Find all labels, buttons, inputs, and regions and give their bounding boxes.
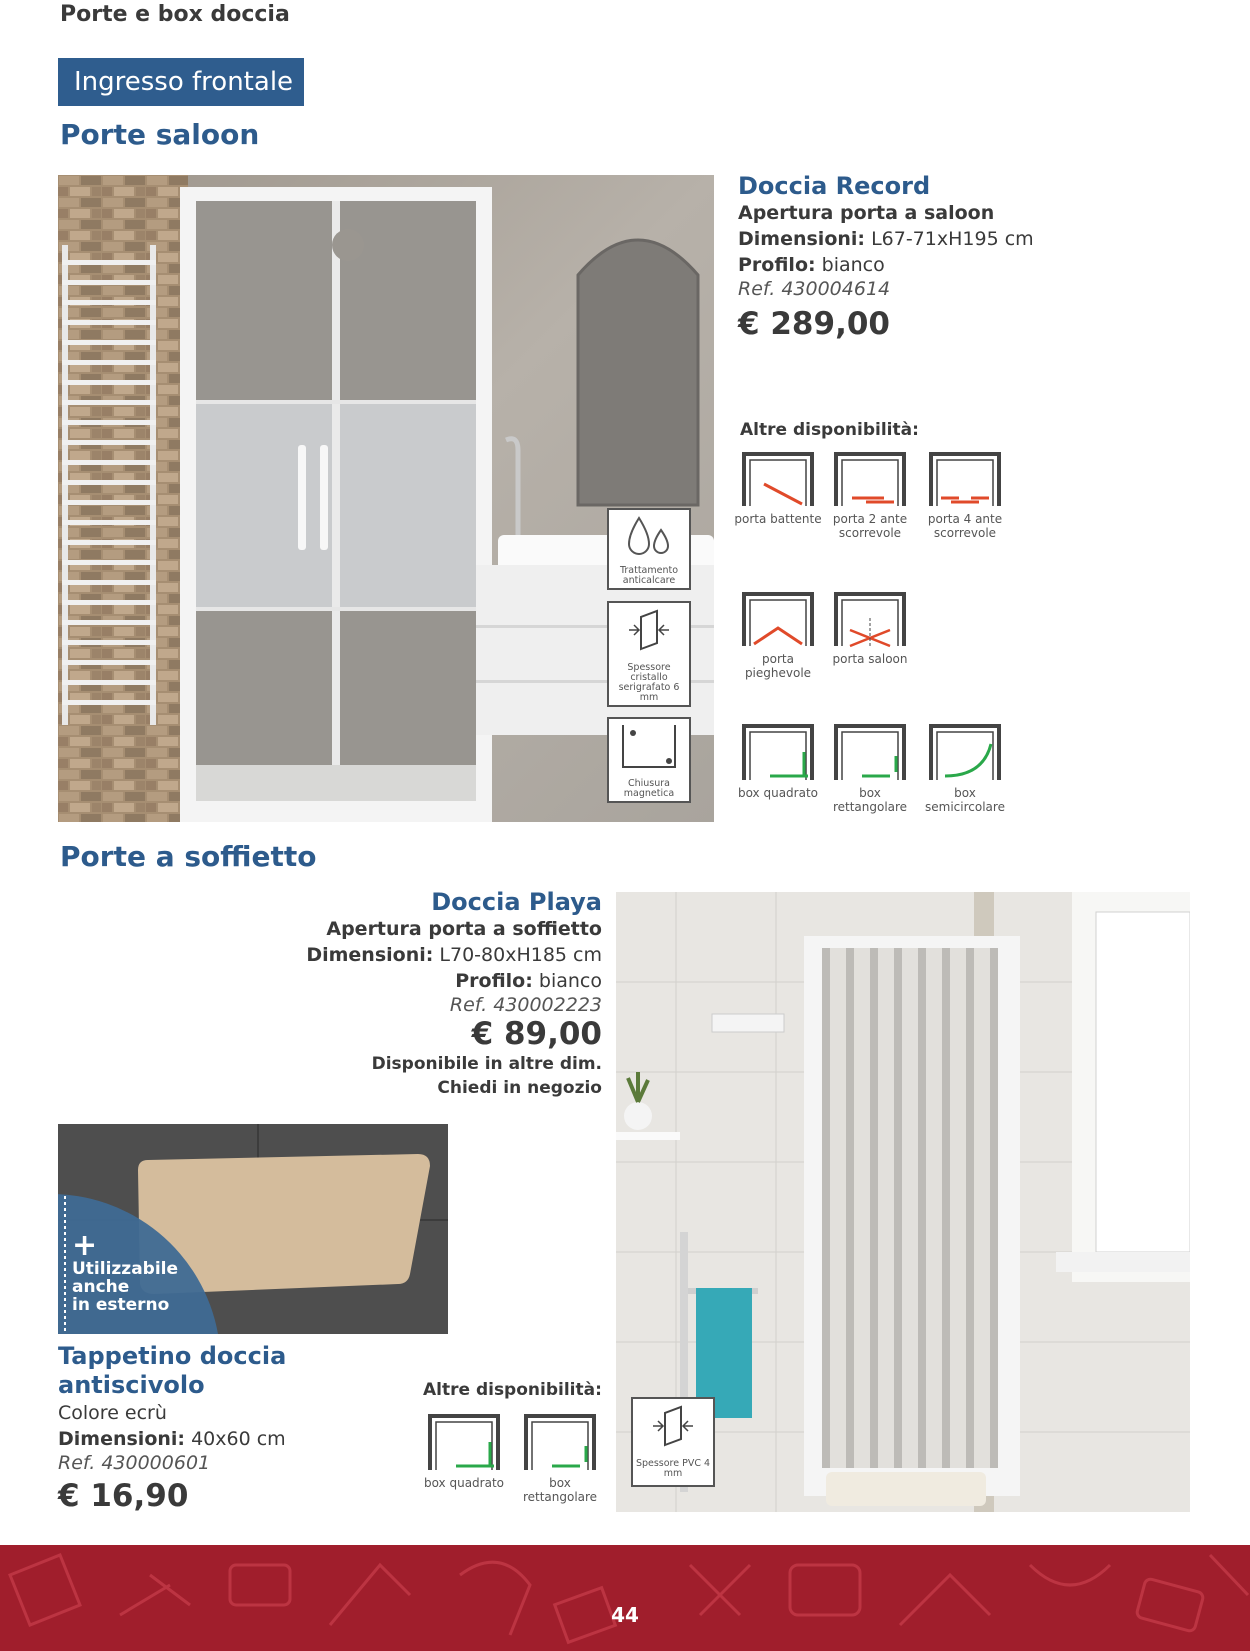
option-box-rettangolare: box rettangolare (825, 722, 915, 814)
product-dimensions: Dimensioni: L67-71xH195 cm (738, 228, 1034, 250)
page-number: 44 (611, 1603, 639, 1627)
feature-anticalcare (607, 508, 691, 590)
product-ref: Ref. 430004614 (738, 278, 891, 300)
product-name: Doccia Playa (431, 888, 602, 916)
product-color: Colore ecrù (58, 1402, 167, 1424)
product-profile: Profilo: bianco (738, 254, 885, 276)
product-profile: Profilo: bianco (455, 970, 602, 992)
magnet-closure-icon (609, 719, 689, 775)
product-price: € 16,90 (58, 1478, 189, 1514)
box-square-icon (426, 1412, 502, 1472)
feature-magnetic (607, 717, 691, 803)
product-ref: Ref. 430000601 (58, 1452, 211, 1474)
option-porta-4-ante: porta 4 ante scorrevole (920, 450, 1010, 540)
box-rect-icon (832, 722, 908, 782)
box-semicircle-icon (927, 722, 1003, 782)
option-box-quadrato: box quadrato (733, 722, 823, 800)
feature-glass-thickness (607, 601, 691, 707)
feature-label: Spessore cristallo serigrafato 6 mm (618, 662, 680, 703)
product-price: € 89,00 (471, 1016, 602, 1052)
feature-label: Trattamento anticalcare (619, 565, 679, 586)
option-porta-2-ante: porta 2 ante scorrevole (825, 450, 915, 540)
product-mat (58, 1342, 286, 1514)
option-porta-pieghevole: porta pieghevole (733, 590, 823, 680)
product-note: Chiedi in negozio (437, 1078, 602, 1098)
feature-label: Spessore PVC 4 mm (635, 1458, 711, 1479)
glass-thickness-icon (609, 603, 689, 659)
sliding-2-icon (832, 450, 908, 508)
product-name: Doccia Record (738, 172, 931, 200)
box-square-icon (740, 722, 816, 782)
availability-title: Altre disponibilità: (740, 420, 919, 440)
section-title-saloon: Porte saloon (60, 118, 260, 151)
section-header: Porte e box doccia (60, 2, 290, 27)
product-dimensions: Dimensioni: 40x60 cm (58, 1428, 286, 1450)
plus-icon: + (72, 1228, 98, 1263)
option-box-semicircolare: box semicircolare (920, 722, 1010, 814)
option-box-quadrato: box quadrato (419, 1412, 509, 1490)
drops-icon (609, 510, 689, 562)
availability-title: Altre disponibilità: (423, 1380, 602, 1400)
product-ref: Ref. 430002223 (449, 994, 602, 1016)
product-playa (260, 888, 602, 1100)
saloon-door-icon (832, 590, 908, 648)
footer-band (0, 1545, 1250, 1651)
mat-photo (58, 1124, 448, 1334)
option-porta-battente: porta battente (733, 450, 823, 526)
product-opening: Apertura porta a saloon (738, 202, 995, 224)
product-name-cont: antiscivolo (58, 1371, 205, 1399)
feature-label: Chiusura magnetica (623, 778, 675, 799)
section-title-soffietto: Porte a soffietto (60, 840, 317, 873)
tools-pattern-icon (0, 1545, 1250, 1651)
folding-door-icon (740, 590, 816, 648)
category-tag: Ingresso frontale (58, 58, 304, 106)
option-box-rettangolare: box rettangolare (515, 1412, 605, 1504)
product-note: Disponibile in altre dim. (371, 1054, 602, 1074)
outdoor-badge: + Utilizzabile anche in esterno (72, 1228, 179, 1315)
sliding-4-icon (927, 450, 1003, 508)
feature-pvc-thickness (631, 1397, 715, 1487)
swing-door-icon (740, 450, 816, 508)
product-record (738, 172, 1034, 342)
product-dimensions: Dimensioni: L70-80xH185 cm (306, 944, 602, 966)
box-rect-icon (522, 1412, 598, 1472)
pvc-thickness-icon (633, 1399, 713, 1455)
option-porta-saloon: porta saloon (825, 590, 915, 666)
product-price: € 289,00 (738, 306, 890, 342)
product-opening: Apertura porta a soffietto (326, 918, 602, 940)
product-name: Tappetino doccia (58, 1342, 287, 1370)
